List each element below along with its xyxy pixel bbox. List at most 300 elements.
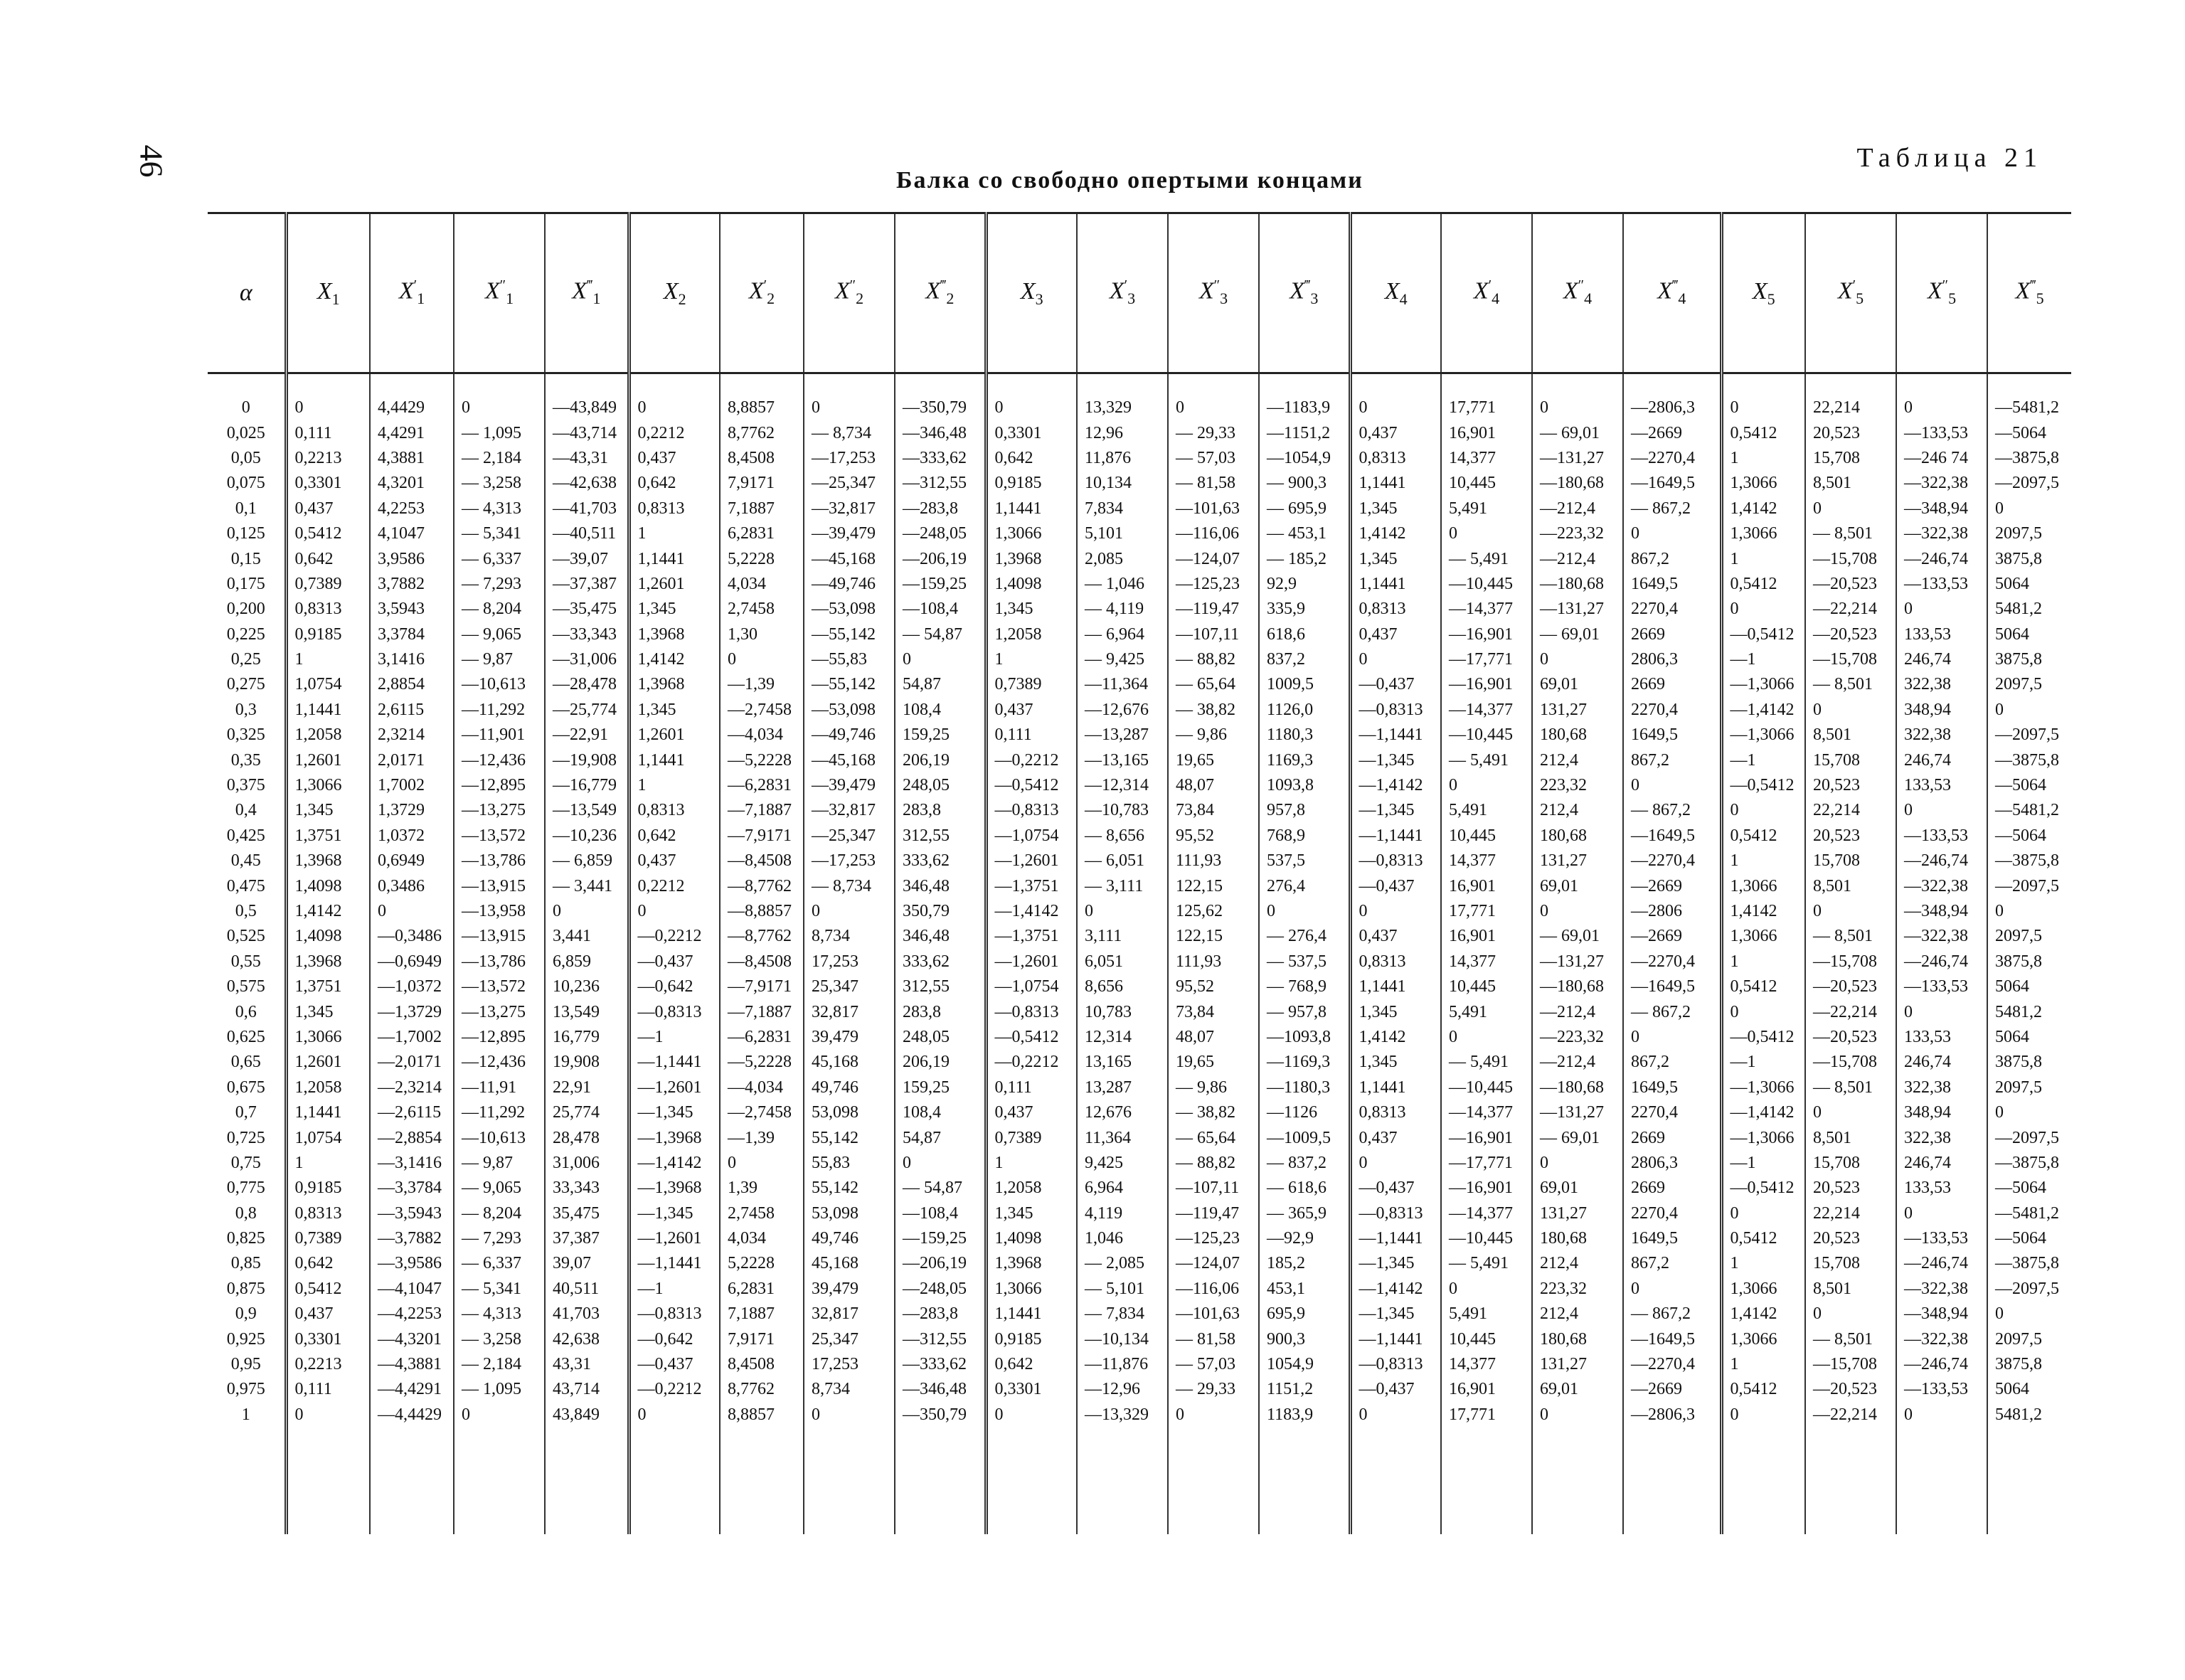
table-cell: — 54,87 <box>895 1176 986 1201</box>
alpha-cell: 0,4 <box>235 801 257 820</box>
table-cell: —246,74 <box>1896 1352 1987 1377</box>
table-cell: 73,84 <box>1168 798 1259 823</box>
table-cell: —8,4508 <box>720 849 804 873</box>
table-cell: —1 <box>1721 1151 1805 1176</box>
table-cell: 22,91 <box>545 1075 629 1100</box>
table-cell: —206,19 <box>895 546 986 571</box>
table-cell: 28,478 <box>545 1125 629 1150</box>
table-cell: —49,746 <box>804 723 895 748</box>
table-cell: 1,0754 <box>286 1125 370 1150</box>
table-cell: 1169,3 <box>1259 748 1350 772</box>
empty-cell <box>629 1428 720 1534</box>
table-cell: 8,656 <box>1077 974 1168 999</box>
table-cell: 1,0754 <box>286 672 370 697</box>
table-cell: —131,27 <box>1532 597 1623 622</box>
table-row <box>208 950 2071 974</box>
table-cell: 0,8313 <box>1350 950 1441 974</box>
table-cell: —1 <box>1721 647 1805 672</box>
table-cell: —2097,5 <box>1987 873 2071 898</box>
table-body <box>208 373 2071 1535</box>
table-cell: 6,051 <box>1077 950 1168 974</box>
table-cell: 15,708 <box>1805 1151 1896 1176</box>
table-cell: —0,5412 <box>1721 1176 1805 1201</box>
table-cell: 0 <box>1987 1100 2071 1125</box>
table-cell: 3875,8 <box>1987 1050 2071 1075</box>
table-cell: —1,0754 <box>986 824 1077 849</box>
table-cell: —3,9586 <box>370 1251 454 1276</box>
table-cell: 0,642 <box>286 546 370 571</box>
table-cell: — 3,258 <box>454 1327 545 1351</box>
table-cell: —10,445 <box>1441 1226 1532 1251</box>
empty-cell <box>1168 1428 1259 1534</box>
table-cell: 0 <box>804 373 895 421</box>
table-cell: 0,5412 <box>1721 1226 1805 1251</box>
table-cell: — 8,501 <box>1805 1075 1896 1100</box>
table-cell: 333,62 <box>895 950 986 974</box>
table-cell: —2,7458 <box>720 1100 804 1125</box>
table-cell: 212,4 <box>1532 1302 1623 1327</box>
table-cell: —28,478 <box>545 672 629 697</box>
table-cell: 14,377 <box>1441 446 1532 471</box>
table-cell: 1,3066 <box>1721 873 1805 898</box>
table-cell: — 5,491 <box>1441 546 1532 571</box>
table-cell: 2097,5 <box>1987 1327 2071 1351</box>
alpha-cell: 0,3 <box>235 700 257 719</box>
table-cell: 2270,4 <box>1623 1100 1721 1125</box>
table-cell: —8,7762 <box>720 924 804 949</box>
table-cell: —1,1441 <box>1350 1327 1441 1351</box>
table-cell: —133,53 <box>1896 974 1987 999</box>
table-cell: — 867,2 <box>1623 798 1721 823</box>
table-cell: 53,098 <box>804 1201 895 1226</box>
table-cell: —1,2601 <box>629 1226 720 1251</box>
table-cell: 2669 <box>1623 622 1721 647</box>
alpha-cell: 0,575 <box>226 977 265 996</box>
table-cell: —3,5943 <box>370 1201 454 1226</box>
alpha-cell: 0,35 <box>230 750 261 770</box>
table-cell: 11,364 <box>1077 1125 1168 1150</box>
table-cell: —1180,3 <box>1259 1075 1350 1100</box>
alpha-cell: 0 <box>241 398 250 418</box>
table-cell: 1 <box>286 647 370 672</box>
table-cell: 1,4142 <box>1721 1302 1805 1327</box>
table-cell: —1,2601 <box>986 950 1077 974</box>
table-cell: —10,445 <box>1441 1075 1532 1100</box>
table-cell: —0,437 <box>629 1352 720 1377</box>
table-cell: —22,91 <box>545 723 629 748</box>
table-cell: —1,3066 <box>1721 1075 1805 1100</box>
table-cell: —0,5412 <box>986 1025 1077 1050</box>
table-cell: —13,915 <box>454 873 545 898</box>
alpha-cell: 0,825 <box>226 1229 265 1248</box>
table-cell: 19,65 <box>1168 748 1259 772</box>
table-cell: —6,2831 <box>720 773 804 798</box>
table-cell: 1,046 <box>1077 1226 1168 1251</box>
header-x3-prime: $X'_3$ <box>1077 213 1168 373</box>
table-cell: 0,3301 <box>286 471 370 496</box>
table-cell: 133,53 <box>1896 1176 1987 1201</box>
table-cell: 1,4142 <box>286 899 370 924</box>
table-cell: 0 <box>720 647 804 672</box>
table-cell: —20,523 <box>1805 1377 1896 1402</box>
table-cell: —131,27 <box>1532 446 1623 471</box>
table-cell: 2,8854 <box>370 672 454 697</box>
table-cell: 0,2212 <box>629 873 720 898</box>
table-cell: 1649,5 <box>1623 723 1721 748</box>
table-cell: 223,32 <box>1532 773 1623 798</box>
table-cell: 5,491 <box>1441 999 1532 1024</box>
table-cell: — 54,87 <box>895 622 986 647</box>
table-cell: — 837,2 <box>1259 1151 1350 1176</box>
table-row <box>208 597 2071 622</box>
table-cell: —1649,5 <box>1623 1327 1721 1351</box>
table-cell: —116,06 <box>1168 521 1259 546</box>
table-cell: 537,5 <box>1259 849 1350 873</box>
table-cell: 0 <box>629 899 720 924</box>
table-cell: 2270,4 <box>1623 698 1721 723</box>
alpha-cell: 0,275 <box>226 675 265 694</box>
table-cell: 246,74 <box>1896 647 1987 672</box>
table-cell: —2097,5 <box>1987 723 2071 748</box>
table-cell: —55,83 <box>804 647 895 672</box>
table-cell: —22,214 <box>1805 999 1896 1024</box>
table-cell: —2,0171 <box>370 1050 454 1075</box>
table-cell: — 365,9 <box>1259 1201 1350 1226</box>
table-cell: —11,876 <box>1077 1352 1168 1377</box>
table-cell: 0,111 <box>286 420 370 445</box>
table-cell: 133,53 <box>1896 773 1987 798</box>
table-cell: 1,4142 <box>1721 496 1805 521</box>
table-cell: —8,8857 <box>720 899 804 924</box>
alpha-cell: 0,175 <box>226 574 265 593</box>
table-trailing-space <box>208 1428 2071 1534</box>
table-cell: —1,3968 <box>629 1125 720 1150</box>
table-cell: 618,6 <box>1259 622 1350 647</box>
alpha-cell: 0,025 <box>226 423 265 442</box>
table-cell: 0,8313 <box>1350 446 1441 471</box>
table-cell: — 8,501 <box>1805 1327 1896 1351</box>
table-cell: 1 <box>1721 849 1805 873</box>
table-cell: —246,74 <box>1896 1251 1987 1276</box>
empty-cell <box>1532 1428 1623 1534</box>
table-cell: 8,4508 <box>720 446 804 471</box>
alpha-cell: 0,475 <box>226 876 265 895</box>
alpha-cell: 0,7 <box>235 1103 257 1122</box>
table-cell: —1,39 <box>720 1125 804 1150</box>
empty-cell <box>1623 1428 1721 1534</box>
table-cell: 0 <box>895 647 986 672</box>
table-cell: — 1,095 <box>454 420 545 445</box>
table-cell: 0,5412 <box>1721 572 1805 597</box>
table-cell: 0,7389 <box>286 1226 370 1251</box>
table-cell: —1183,9 <box>1259 373 1350 421</box>
table-cell: —0,2212 <box>986 1050 1077 1075</box>
table-cell: 180,68 <box>1532 824 1623 849</box>
table-cell: — 88,82 <box>1168 647 1259 672</box>
table-cell: 108,4 <box>895 698 986 723</box>
table-row <box>208 974 2071 999</box>
table-cell: 2097,5 <box>1987 521 2071 546</box>
table-cell: 8,501 <box>1805 1125 1896 1150</box>
table-cell: 39,479 <box>804 1025 895 1050</box>
alpha-cell: 0,775 <box>226 1179 265 1198</box>
header-x4-dprime: $X''_4$ <box>1532 213 1623 373</box>
table-cell: —39,479 <box>804 773 895 798</box>
table-cell: 2,0171 <box>370 748 454 772</box>
table-cell: 3,3784 <box>370 622 454 647</box>
table-cell: —116,06 <box>1168 1277 1259 1302</box>
table-cell: —14,377 <box>1441 1100 1532 1125</box>
table-cell: —1,345 <box>1350 748 1441 772</box>
table-cell: —0,2212 <box>986 748 1077 772</box>
table-cell: —0,5412 <box>1721 1025 1805 1050</box>
table-cell: —212,4 <box>1532 999 1623 1024</box>
table-cell: 0 <box>1987 899 2071 924</box>
table-cell: —131,27 <box>1532 1100 1623 1125</box>
table-cell: 0 <box>1350 647 1441 672</box>
table-cell: 7,1887 <box>720 496 804 521</box>
table-cell: —0,8313 <box>1350 1201 1441 1226</box>
table-cell: 0 <box>1896 1403 1987 1428</box>
table-cell: 1054,9 <box>1259 1352 1350 1377</box>
table-cell: 1,1441 <box>1350 471 1441 496</box>
table-cell: 8,4508 <box>720 1352 804 1377</box>
table-cell: —1,3066 <box>1721 723 1805 748</box>
table-cell: 42,638 <box>545 1327 629 1351</box>
alpha-cell: 0,75 <box>230 1153 261 1172</box>
table-cell: —8,7762 <box>720 873 804 898</box>
table-cell: —53,098 <box>804 597 895 622</box>
table-cell: —17,253 <box>804 446 895 471</box>
table-cell: 0,5412 <box>1721 1377 1805 1402</box>
table-cell: 4,034 <box>720 572 804 597</box>
table-cell: 5481,2 <box>1987 999 2071 1024</box>
table-cell: —22,214 <box>1805 597 1896 622</box>
table-row <box>208 698 2071 723</box>
table-cell: —283,8 <box>895 496 986 521</box>
table-cell: 283,8 <box>895 798 986 823</box>
table-cell: —1009,5 <box>1259 1125 1350 1150</box>
table-cell: —14,377 <box>1441 698 1532 723</box>
table-cell: 4,3881 <box>370 446 454 471</box>
table-cell: 1,3066 <box>286 773 370 798</box>
table-cell: 453,1 <box>1259 1277 1350 1302</box>
table-cell: —3875,8 <box>1987 748 2071 772</box>
table-cell: 0,437 <box>1350 622 1441 647</box>
table-cell: 1151,2 <box>1259 1377 1350 1402</box>
table-cell: 14,377 <box>1441 849 1532 873</box>
table-cell: —1,2601 <box>629 1075 720 1100</box>
table-cell: —3875,8 <box>1987 446 2071 471</box>
table-row <box>208 798 2071 823</box>
table-cell: 312,55 <box>895 824 986 849</box>
table-cell: 4,2253 <box>370 496 454 521</box>
table-cell: — 7,293 <box>454 572 545 597</box>
table-cell: —125,23 <box>1168 572 1259 597</box>
table-cell: —13,549 <box>545 798 629 823</box>
table-cell: —2806 <box>1623 899 1721 924</box>
table-cell: 180,68 <box>1532 723 1623 748</box>
header-x5-dprime: $X''_5$ <box>1896 213 1987 373</box>
table-cell: —2097,5 <box>1987 1125 2071 1150</box>
header-x5-tprime: $X^‴_5$ <box>1987 213 2071 373</box>
alpha-cell: 0,8 <box>235 1203 257 1223</box>
table-row <box>208 1403 2071 1428</box>
table-cell: 5,101 <box>1077 521 1168 546</box>
table-cell: 0 <box>1623 1277 1721 1302</box>
table-cell: 19,65 <box>1168 1050 1259 1075</box>
table-cell: 4,119 <box>1077 1201 1168 1226</box>
table-cell: —4,1047 <box>370 1277 454 1302</box>
table-cell: —12,676 <box>1077 698 1168 723</box>
table-cell: —14,377 <box>1441 597 1532 622</box>
table-cell: —32,817 <box>804 496 895 521</box>
table-cell: 768,9 <box>1259 824 1350 849</box>
table-cell: 1,3729 <box>370 798 454 823</box>
table-cell: —11,901 <box>454 723 545 748</box>
table-cell: —55,142 <box>804 672 895 697</box>
table-cell: 0 <box>1896 798 1987 823</box>
table-cell: —16,901 <box>1441 622 1532 647</box>
table-cell: 867,2 <box>1623 748 1721 772</box>
table-cell: 43,849 <box>545 1403 629 1428</box>
table-cell: 55,142 <box>804 1125 895 1150</box>
table-cell: —1,1441 <box>629 1251 720 1276</box>
table-cell: 0 <box>1805 698 1896 723</box>
table-cell: —41,703 <box>545 496 629 521</box>
header-x2-tprime: $X^‴_2$ <box>895 213 986 373</box>
table-cell: 0,437 <box>286 1302 370 1327</box>
header-x1-dprime: $X''_1$ <box>454 213 545 373</box>
table-cell: 0,2213 <box>286 446 370 471</box>
table-cell: 22,214 <box>1805 1201 1896 1226</box>
table-cell: —12,436 <box>454 1050 545 1075</box>
table-row <box>208 672 2071 697</box>
table-cell: 16,901 <box>1441 873 1532 898</box>
table-cell: 17,771 <box>1441 899 1532 924</box>
table-cell: 1,4142 <box>629 647 720 672</box>
table-cell: —53,098 <box>804 698 895 723</box>
alpha-cell: 0,65 <box>230 1053 261 1072</box>
table-cell: —1 <box>629 1277 720 1302</box>
table-cell: 1 <box>986 647 1077 672</box>
table-cell: — 957,8 <box>1259 999 1350 1024</box>
table-cell: — 29,33 <box>1168 420 1259 445</box>
table-cell: —180,68 <box>1532 974 1623 999</box>
table-cell: 1,1441 <box>986 496 1077 521</box>
table-cell: —322,38 <box>1896 471 1987 496</box>
table-cell: —1,39 <box>720 672 804 697</box>
table-cell: —2270,4 <box>1623 950 1721 974</box>
table-cell: 1,1441 <box>1350 974 1441 999</box>
table-cell: 1,1441 <box>629 546 720 571</box>
table-cell: 2270,4 <box>1623 597 1721 622</box>
table-cell: —2806,3 <box>1623 373 1721 421</box>
table-cell: —16,901 <box>1441 1176 1532 1201</box>
table-cell: — 9,065 <box>454 622 545 647</box>
table-cell: 2806,3 <box>1623 1151 1721 1176</box>
table-cell: —246,74 <box>1896 849 1987 873</box>
table-cell: 248,05 <box>895 1025 986 1050</box>
table-cell: 32,817 <box>804 1302 895 1327</box>
table-cell: 5,491 <box>1441 1302 1532 1327</box>
table-cell: —312,55 <box>895 471 986 496</box>
table-row <box>208 1201 2071 1226</box>
table-cell: 0,437 <box>986 1100 1077 1125</box>
table-cell: 0,642 <box>986 446 1077 471</box>
empty-cell <box>1350 1428 1441 1534</box>
table-cell: —13,786 <box>454 849 545 873</box>
table-cell: 0 <box>1532 647 1623 672</box>
table-cell: —1093,8 <box>1259 1025 1350 1050</box>
table-cell: 1 <box>1721 1352 1805 1377</box>
table-cell: —348,94 <box>1896 899 1987 924</box>
table-cell: 49,746 <box>804 1075 895 1100</box>
table-cell: —0,437 <box>1350 873 1441 898</box>
table-cell: 1 <box>629 773 720 798</box>
alpha-cell: 0,525 <box>226 927 265 946</box>
table-cell: —7,9171 <box>720 824 804 849</box>
table-cell: —15,708 <box>1805 950 1896 974</box>
table-cell: 1 <box>1721 950 1805 974</box>
table-cell: —1,4142 <box>1350 773 1441 798</box>
table-cell: —11,292 <box>454 698 545 723</box>
table-cell: 32,817 <box>804 999 895 1024</box>
empty-cell <box>1077 1428 1168 1534</box>
table-cell: 0,5412 <box>286 521 370 546</box>
table-cell: —15,708 <box>1805 1050 1896 1075</box>
table-cell: 1649,5 <box>1623 1226 1721 1251</box>
table-cell: 25,347 <box>804 1327 895 1351</box>
alpha-cell: 0,925 <box>226 1329 265 1349</box>
header-x2-dprime: $X''_2$ <box>804 213 895 373</box>
table-cell: 185,2 <box>1259 1251 1350 1276</box>
table-cell: 69,01 <box>1532 873 1623 898</box>
table-cell: — 900,3 <box>1259 471 1350 496</box>
table-cell: —3,3784 <box>370 1176 454 1201</box>
alpha-cell: 0,625 <box>226 1027 265 1046</box>
table-cell: —212,4 <box>1532 546 1623 571</box>
table-cell: 1,345 <box>286 999 370 1024</box>
table-cell: —159,25 <box>895 1226 986 1251</box>
table-cell: 0 <box>1721 1403 1805 1428</box>
table-cell: 45,168 <box>804 1251 895 1276</box>
table-cell: 95,52 <box>1168 824 1259 849</box>
table-cell: —1169,3 <box>1259 1050 1350 1075</box>
table-cell: 0,5412 <box>1721 974 1805 999</box>
table-cell: —4,034 <box>720 723 804 748</box>
table-cell: —246,74 <box>1896 546 1987 571</box>
table-cell: —10,783 <box>1077 798 1168 823</box>
table-cell: 0,7389 <box>986 672 1077 697</box>
table-cell: 0,5412 <box>1721 824 1805 849</box>
table-cell: 0 <box>1721 1201 1805 1226</box>
table-cell: 346,48 <box>895 873 986 898</box>
table-cell: 223,32 <box>1532 1277 1623 1302</box>
alpha-cell: 0,55 <box>230 952 261 971</box>
table-cell: —12,96 <box>1077 1377 1168 1402</box>
header-x1-prime: $X'_1$ <box>370 213 454 373</box>
table-cell: —11,292 <box>454 1100 545 1125</box>
table-cell: 5,2228 <box>720 546 804 571</box>
table-cell: —39,07 <box>545 546 629 571</box>
table-cell: —133,53 <box>1896 824 1987 849</box>
table-cell: —133,53 <box>1896 572 1987 597</box>
table-cell: — 6,337 <box>454 546 545 571</box>
table-cell: 45,168 <box>804 1050 895 1075</box>
table-cell: 246,74 <box>1896 1050 1987 1075</box>
table-cell: —12,895 <box>454 773 545 798</box>
